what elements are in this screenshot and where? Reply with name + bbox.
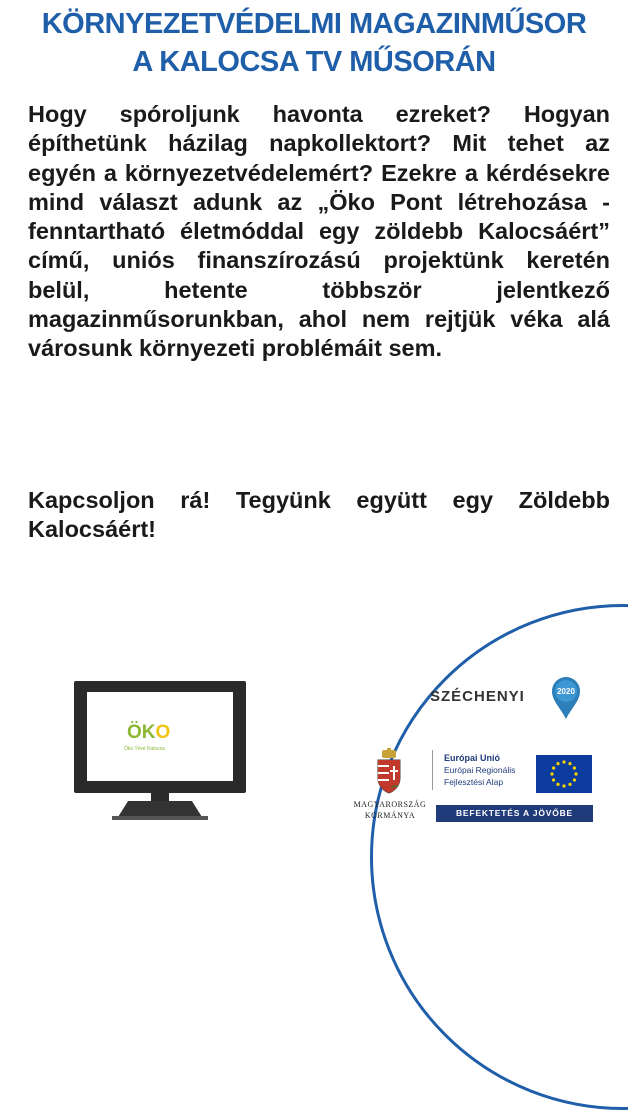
szechenyi-2020-pin-icon (550, 675, 582, 720)
eu-title: Európai Unió (444, 753, 500, 763)
szechenyi-label: SZÉCHENYI (430, 688, 525, 705)
government-label (352, 799, 428, 821)
hungarian-coat-of-arms-icon (374, 748, 404, 794)
tv-stand (118, 801, 202, 817)
paragraph-text: Hogy spóroljunk havonta ezreket? Hogyan építhetünk házilag napkollektort? Mit tehet az egyén a környezetvédelemért? Ezekre a kérdésekre mind választ adunk az „Öko Pont létrehozása - fenntartható életmóddal egy zöldebb Kalocsáért” című, uniós finanszírozású projektünk keretén belül, hetente többször jelentkező magazinműsorunkban, ahol nem rejtjük véka alá városunk környezeti problémáit sem. (28, 101, 610, 362)
closing-paragraph (28, 486, 610, 545)
oko-logo-o2: O (155, 722, 171, 743)
title-line-2: A KALOCSA TV MŰSORÁN (132, 46, 496, 78)
funding-badge-circle (370, 604, 628, 1110)
closing-text: Kapcsoljon rá! Tegyünk együtt egy Zöldebb Kalocsáért! (28, 487, 610, 543)
government-line-2: KORMÁNYA (364, 811, 416, 820)
tv-monitor (74, 681, 246, 793)
oko-logo (127, 722, 170, 744)
oko-logo-o1: Ö (127, 722, 142, 743)
tv-screen (87, 692, 233, 781)
oko-logo-subtitle: Öko Tévé Kalocsa (124, 746, 165, 752)
logo-separator (432, 750, 433, 790)
tv-stand-base (112, 816, 208, 820)
government-line-1: MAGYARORSZÁG (353, 800, 427, 809)
invest-future-banner: BEFEKTETÉS A JÖVŐBE (436, 805, 593, 822)
main-paragraph (28, 100, 610, 364)
eu-line-3: Fejlesztési Alap (444, 777, 504, 787)
title-line-1: KÖRNYEZETVÉDELMI MAGAZINMŰSOR (41, 8, 587, 40)
eu-line-2: Európai Regionális (444, 765, 516, 775)
eu-flag-icon (536, 755, 592, 793)
szechenyi-year: 2020 (557, 687, 575, 696)
oko-logo-k: K (141, 722, 156, 743)
eu-fund-label (444, 752, 515, 788)
